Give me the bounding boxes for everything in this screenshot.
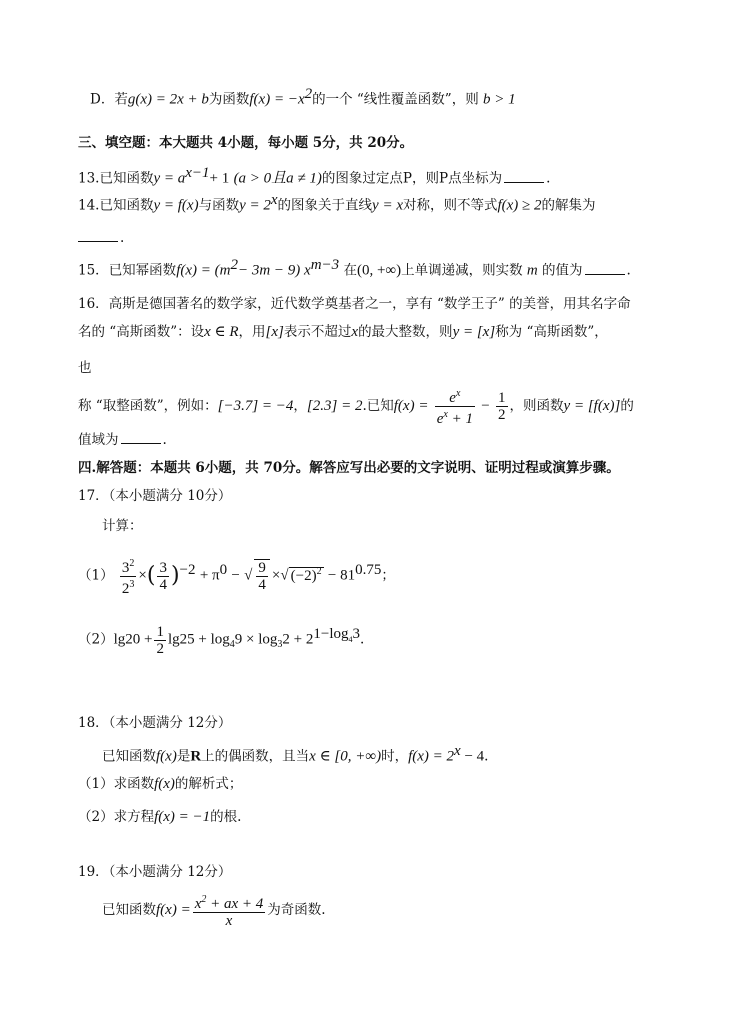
question-17-part-2: （2）lg20 + $\frac{1}{2}$ $\lg 25 + \log_49 \times \log_32 + 2^{1-log_43}$. [78, 623, 365, 657]
fraction-3-2-over-2-3: $\frac{3^2}{2^3}$ [121, 557, 135, 597]
question-19-body: 已知函数f(x) = $\frac{x^2 + ax + 4}{x}$ 为奇函数. [102, 894, 326, 929]
question-18-head: 18．（本小题满分 12分） [78, 715, 232, 731]
question-14: 14.已知函数y = f(x)与函数$y = 2^x$的图象关于直线y = x对称，则不等式f(x) ≥ 2的解集为 [78, 192, 596, 214]
question-16-line-1: 16．高斯是德国著名的数学家，近代数学奠基者之一，享有 “数学王子” 的美誉，用其名字命 [78, 296, 631, 312]
answer-blank [121, 431, 161, 444]
question-13: 13.已知函数$y = a^{x-1}+ 1$ (a > 0且a ≠ 1)的图象过定点P，则P点坐标为 . [78, 165, 551, 187]
question-16-line-5: 值域为 . [78, 432, 167, 448]
fraction-x2-ax-4-over-x: $\frac{x^2 + ax + 4}{x}$ [194, 894, 264, 929]
option-d: D．若g(x) = 2x + b为函数$f(x) = -x^2$的一个 “线性覆盖函数”，则 b > 1 [90, 86, 516, 108]
answer-blank [504, 170, 544, 183]
section-4-title: 四.解答题：本题共 6小题，共 70分。解答应写出必要的文字说明、证明过程或演算步骤。 [78, 460, 620, 476]
question-16-line-3: 也 [78, 360, 92, 376]
fraction-half: $\frac{1}{2}$ [498, 390, 506, 423]
question-19-head: 19．（本小题满分 12分） [78, 864, 232, 880]
answer-blank [78, 229, 118, 242]
answer-blank [585, 262, 625, 275]
fraction-3-4: $\frac{3}{4}$ [159, 559, 167, 593]
question-15: 15．已知幂函数$f(x) = (m^2- 3m - 9)$ $x^{m-3}$ 在(0, +∞)上单调递减，则实数 m 的值为 . [78, 257, 631, 279]
question-18-part-2: （2）求方程f(x) = −1的根. [78, 809, 242, 825]
question-16-line-4: 称 “取整函数”，例如：[−3.7] = −4，[2.3] = 2.已知f(x) = $\frac{e^x}{e^x + 1}$ − $\frac{1}{2}$ ，则函数y = [f(x)]的 [78, 388, 634, 427]
question-14-blank: . [78, 228, 124, 248]
fraction-9-4: $\frac{9}{4}$ [254, 559, 270, 593]
fraction-1-2: $\frac{1}{2}$ [156, 623, 164, 657]
question-17-part-1: （1） $\frac{3^2}{2^3}$ ×( $\frac{3}{4}$ )$^{-2} + \pi^0$ − √ $\frac{9}{4}$ ×√ $(-2)^2 - 81^{0.75}$； [78, 557, 395, 597]
fraction-ex: $\frac{e^x}{e^x + 1}$ [436, 388, 473, 427]
question-17-calc: 计算： [102, 518, 143, 534]
question-16-line-2: 名的 “高斯函数”：设x ∈ R，用[x]表示不超过x的最大整数，则y = [x]称为 “高斯函数”， [78, 324, 608, 340]
question-18-part-1: （1）求函数f(x)的解析式； [78, 776, 243, 792]
section-3-title: 三、填空题：本大题共 4小题，每小题 5分，共 20分。 [78, 135, 414, 151]
question-18-body: 已知函数f(x)是R上的偶函数，且当x ∈ [0, +∞)时，$f(x) = 2^x - 4$. [102, 743, 489, 765]
question-17-head: 17．（本小题满分 10分） [78, 488, 232, 504]
